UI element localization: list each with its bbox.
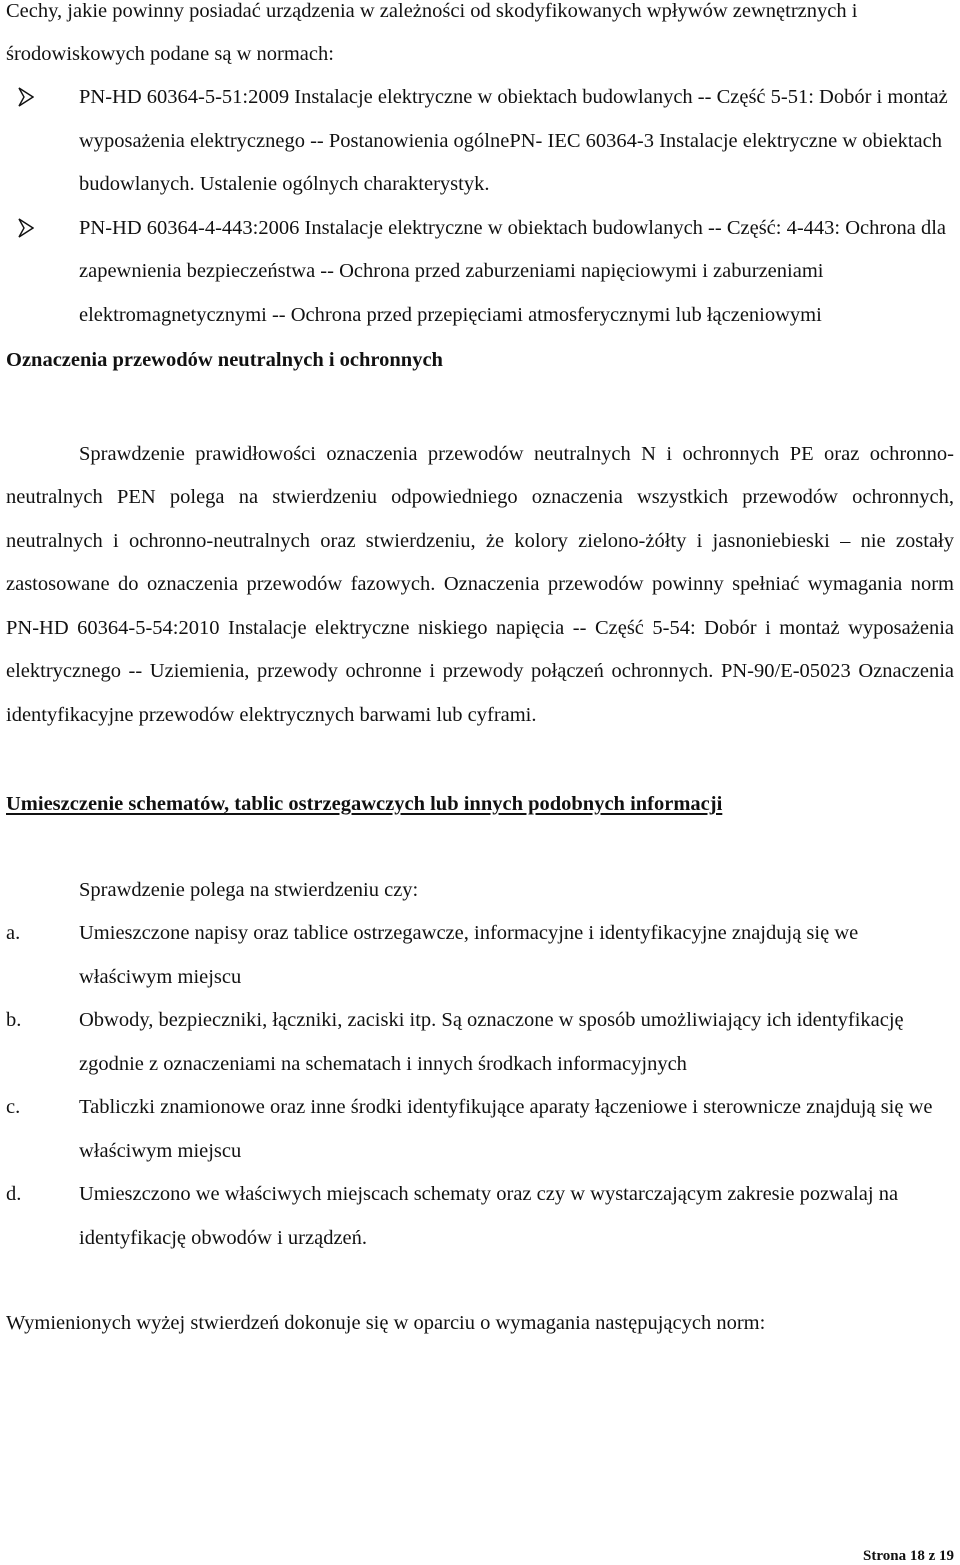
- page-number: Strona 18 z 19: [863, 1548, 954, 1564]
- checklist-text: Obwody, bezpieczniki, łączniki, zaciski itp. Są oznaczone w sposób umożliwiający ich identyfikację zgodnie z oznaczeniami na schematach i innych środkach informacyjnych: [79, 1009, 904, 1075]
- checklist-item: [6, 999, 954, 1086]
- conductor-marking-paragraph: Sprawdzenie prawidłowości oznaczenia przewodów neutralnych N i ochronnych PE oraz ochronno-neutralnych PEN polega na stwierdzeniu odpowiedniego oznaczenia wszystkich przewodów ochronnych, neutralnych i ochronno-neutralnych oraz stwierdzeniu, że kolory zielono-żółty i jasnoniebieski – nie zostały zastosowane do oznaczenia przewodów fazowych. Oznaczenia przewodów powinny spełniać wymagania norm PN-HD 60364-5-54:2010 Instalacje elektryczne niskiego napięcia -- Część 5-54: Dobór i montaż wyposażenia elektrycznego -- Uziemienia, przewody ochronne i przewody połączeń ochronnych. PN-90/E-05023 Oznaczenia identyfikacyjne przewodów elektrycznych barwami lub cyframi.: [6, 442, 954, 726]
- norm-bullet-item: [6, 76, 954, 207]
- checklist-lead: Sprawdzenie polega na stwierdzeniu czy:: [79, 878, 419, 901]
- norm-bullet-text: PN-HD 60364-5-51:2009 Instalacje elektryczne w obiektach budowlanych -- Część 5-51: Dobór i montaż wyposażenia elektrycznego -- Postanowienia ogólnePN- IEC 60364-3 Instalacje elektryczne w obiektach budowlanych. Ustalenie ogólnych charakterystyk.: [79, 86, 948, 195]
- checklist: [6, 912, 954, 1260]
- checklist-item: [6, 912, 954, 999]
- norm-bullet-text: PN-HD 60364-4-443:2006 Instalacje elektryczne w obiektach budowlanych -- Część: 4-443: Ochrona dla zapewnienia bezpieczeństwa -- Ochrona przed zaburzeniami napięciowymi i zaburzeniami elektromagnetycznymi -- Ochrona przed przepięciami atmosferycznymi lub łączeniowymi: [79, 216, 946, 326]
- checklist-text: Umieszczono we właściwych miejscach schematy oraz czy w wystarczającym zakresie pozwalaj na identyfikację obwodów i urządzeń.: [79, 1183, 899, 1249]
- checklist-marker: d.: [6, 1183, 22, 1205]
- norm-bullet-list: [6, 76, 954, 337]
- arrowhead-bullet-icon: [18, 87, 34, 107]
- checklist-text: Tabliczki znamionowe oraz inne środki identyfikujące aparaty łączeniowe i sterownicze znajdują się we właściwym miejscu: [79, 1096, 933, 1162]
- arrowhead-bullet-icon: [18, 218, 34, 238]
- checklist-marker: c.: [6, 1096, 21, 1118]
- final-paragraph: Wymienionych wyżej stwierdzeń dokonuje się w oparciu o wymagania następujących norm:: [6, 1312, 766, 1334]
- checklist-text: Umieszczone napisy oraz tablice ostrzegawcze, informacyjne i identyfikacyjne znajdują się we właściwym miejscu: [79, 922, 859, 988]
- intro-paragraph: Cechy, jakie powinny posiadać urządzenia w zależności od skodyfikowanych wpływów zewnętrznych i środowiskowych podane są w normach:: [6, 0, 858, 65]
- section-heading-schematics: Umieszczenie schematów, tablic ostrzegawczych lub innych podobnych informacji: [6, 793, 723, 815]
- checklist-item: [6, 1086, 954, 1173]
- checklist-marker: b.: [6, 1009, 22, 1031]
- section-heading-conductor-marking: Oznaczenia przewodów neutralnych i ochronnych: [6, 349, 443, 371]
- checklist-marker: a.: [6, 922, 21, 944]
- norm-bullet-item: [6, 207, 954, 338]
- checklist-item: [6, 1173, 954, 1260]
